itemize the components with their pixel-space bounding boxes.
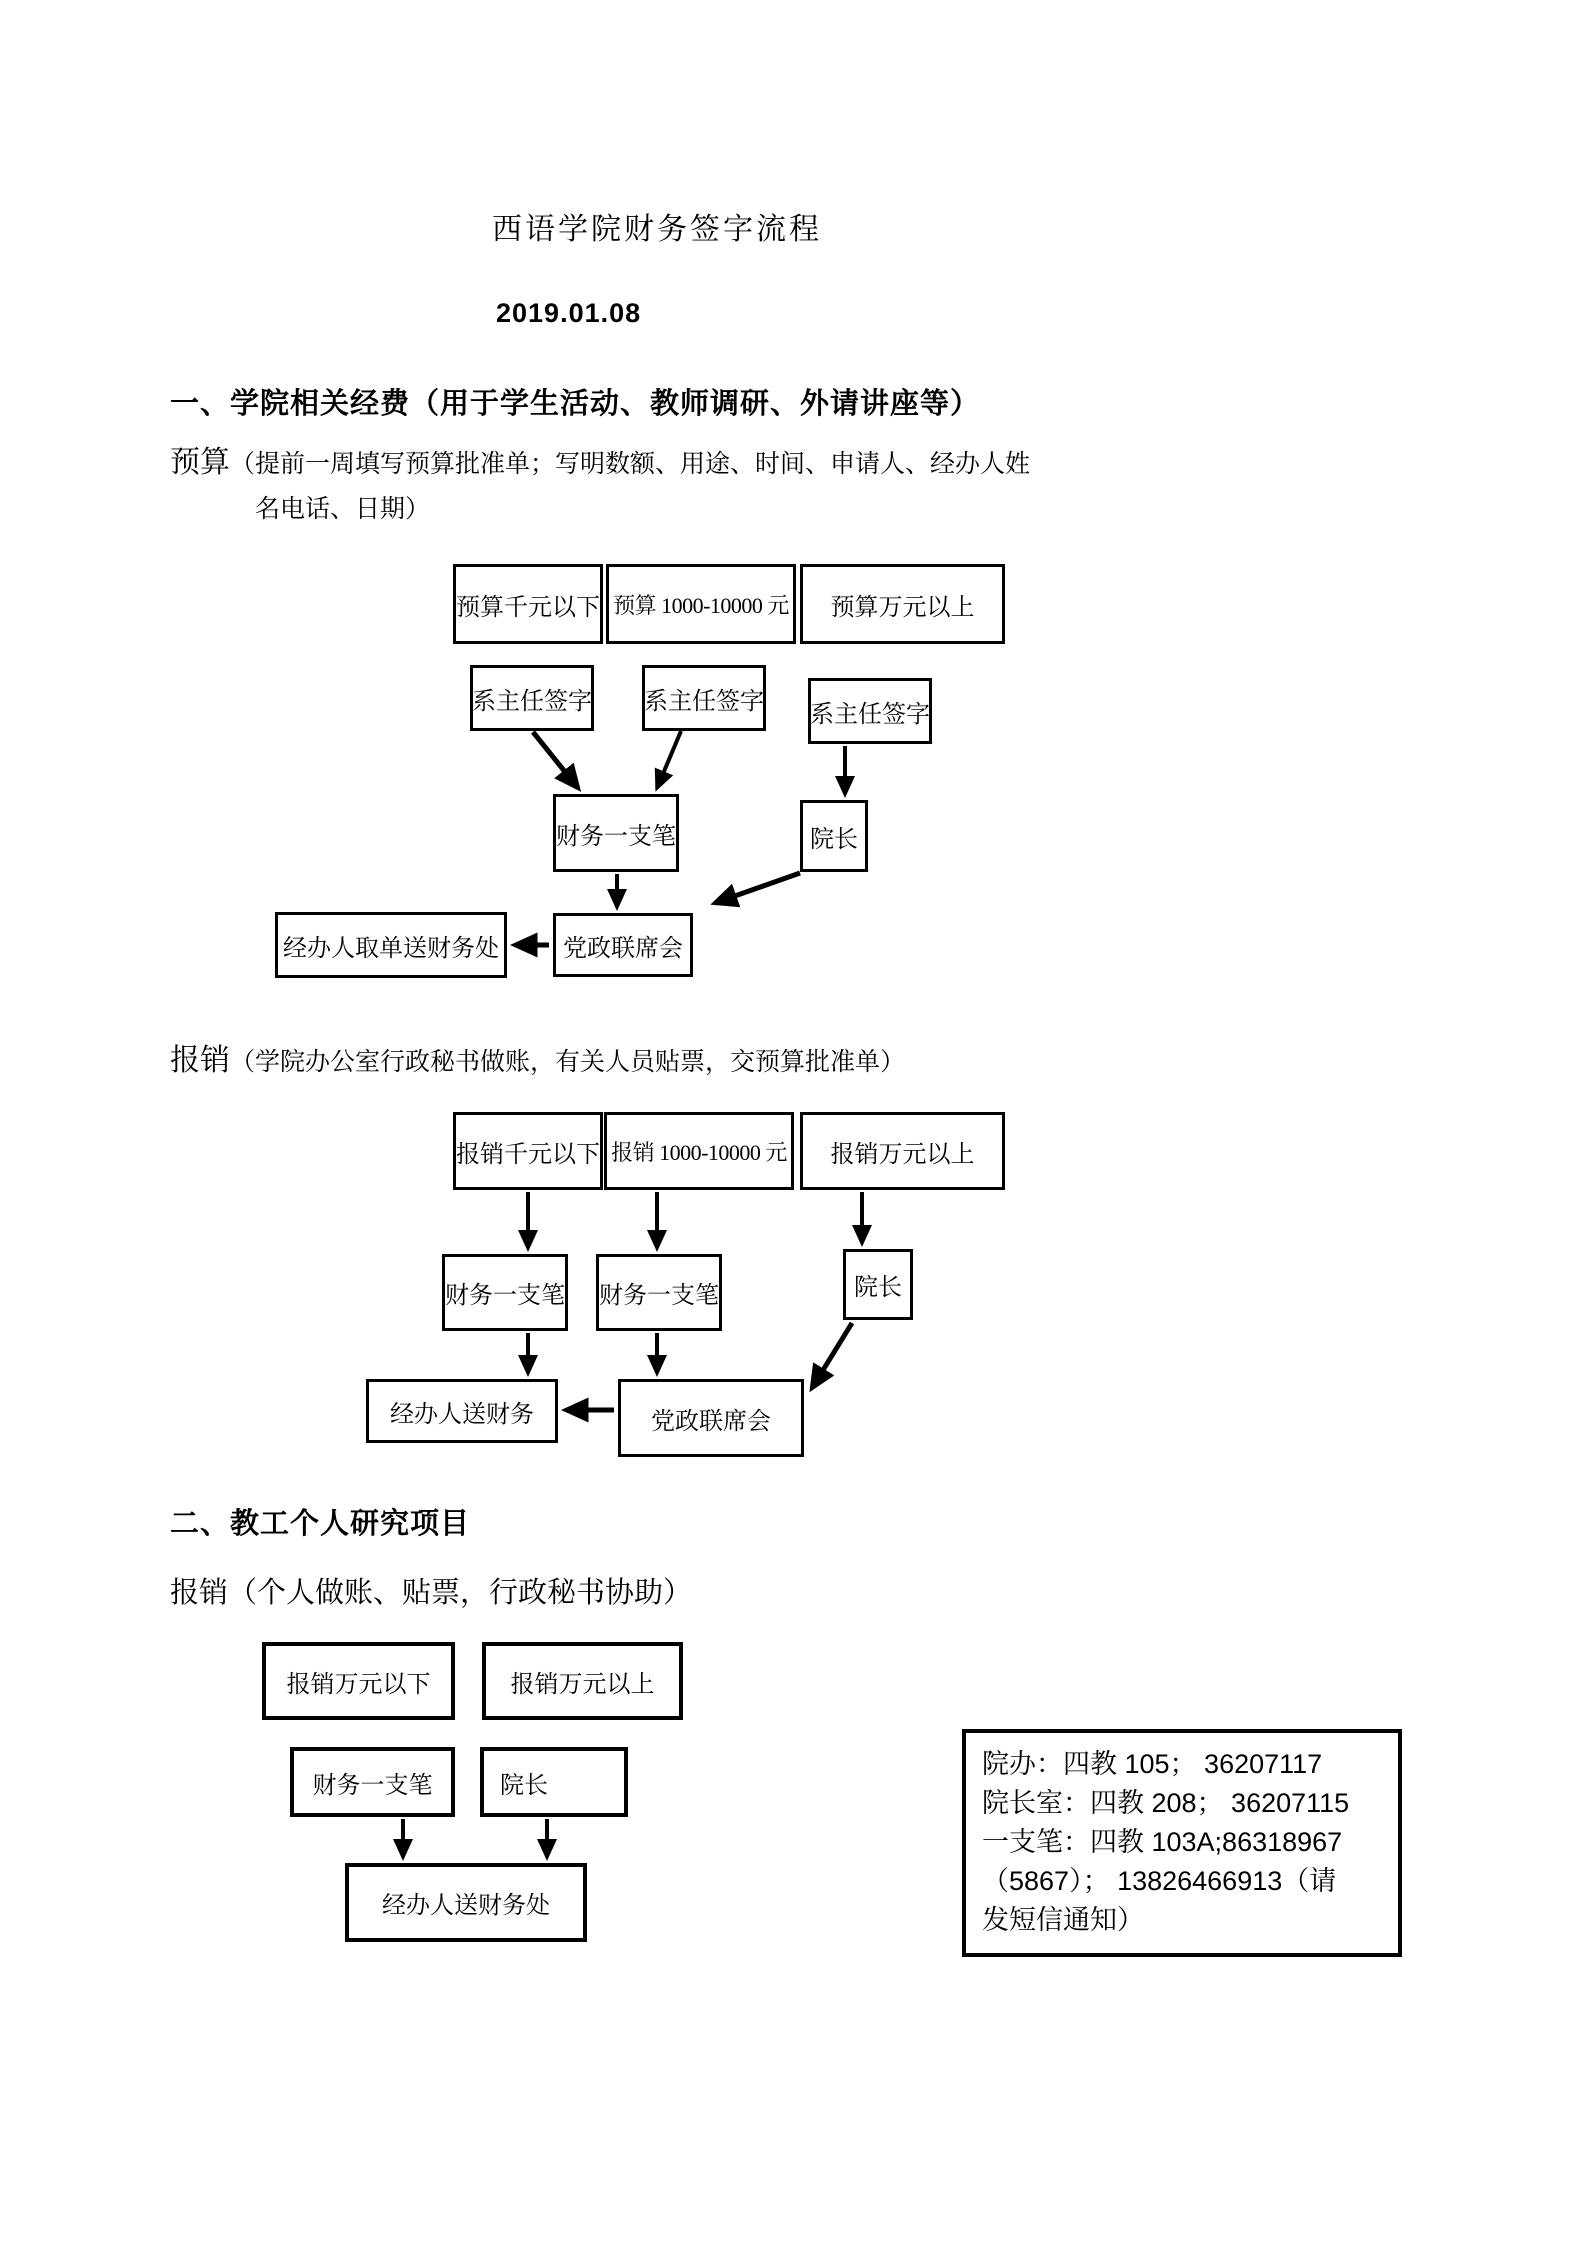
document-date: 2019.01.08 bbox=[496, 298, 642, 328]
flowchart-box-y1: 院长 bbox=[800, 800, 868, 872]
contact-info-box bbox=[962, 1729, 1402, 1957]
budget-note-line1 bbox=[170, 437, 1030, 481]
flowchart-box-j1: 经办人取单送财务处 bbox=[275, 912, 507, 978]
flowchart-arrow bbox=[657, 731, 681, 788]
flowchart-box-f2: 财务一支笔 bbox=[442, 1254, 568, 1331]
flowchart-box-j3: 经办人送财务处 bbox=[345, 1863, 587, 1942]
contact-line: 院长室：四教 208； 36207115 bbox=[982, 1788, 1350, 1818]
flowchart-box-b1: 预算千元以下 bbox=[453, 564, 603, 644]
reimburse-note-text: （学院办公室行政秘书做账，有关人员贴票，交预算批准单） bbox=[230, 1049, 906, 1076]
flowchart-box-d2: 党政联席会 bbox=[618, 1379, 804, 1457]
section2-reimburse-line: 报销（个人做账、贴票，行政秘书协助） bbox=[170, 1577, 693, 1609]
section2-heading: 二、教工个人研究项目 bbox=[170, 1508, 471, 1540]
flowchart-box-y3: 院长 bbox=[480, 1747, 628, 1817]
flowchart-box-m2: 报销万元以上 bbox=[482, 1642, 683, 1720]
flowchart-box-r3: 报销万元以上 bbox=[800, 1112, 1005, 1190]
flowchart-box-s3: 系主任签字 bbox=[808, 678, 932, 744]
flowchart-arrow bbox=[533, 732, 578, 788]
reimburse-label: 报销 bbox=[170, 1044, 230, 1077]
flowchart-box-f4: 财务一支笔 bbox=[290, 1747, 455, 1817]
contact-line: 一支笔：四教 103A;86318967 bbox=[982, 1827, 1343, 1857]
flowchart-box-r2: 报销 1000-10000 元 bbox=[604, 1112, 794, 1190]
reimburse-note-line bbox=[170, 1035, 905, 1079]
contact-line: 发短信通知） bbox=[982, 1905, 1144, 1935]
flowchart-box-y2: 院长 bbox=[843, 1249, 913, 1320]
flowchart-arrow bbox=[715, 873, 800, 903]
flowchart-box-r1: 报销千元以下 bbox=[453, 1112, 603, 1190]
flowchart-box-d1: 党政联席会 bbox=[553, 913, 693, 977]
flowchart-box-b3: 预算万元以上 bbox=[800, 564, 1005, 644]
flowchart-box-f3: 财务一支笔 bbox=[596, 1254, 722, 1331]
flowchart-box-b2: 预算 1000-10000 元 bbox=[606, 564, 796, 644]
flowchart-box-s1: 系主任签字 bbox=[470, 665, 594, 731]
budget-note-line2: 名电话、日期） bbox=[255, 496, 431, 523]
flowchart-box-f1: 财务一支笔 bbox=[553, 794, 679, 872]
flowchart-box-m1: 报销万元以下 bbox=[262, 1642, 455, 1720]
budget-label: 预算 bbox=[170, 446, 230, 479]
contact-line: （5867）； 13826466913（请 bbox=[982, 1866, 1337, 1896]
budget-note-text: （提前一周填写预算批准单；写明数额、用途、时间、申请人、经办人姓 bbox=[230, 451, 1031, 478]
flowchart-box-s2: 系主任签字 bbox=[642, 665, 766, 731]
section1-heading: 一、学院相关经费（用于学生活动、教师调研、外请讲座等） bbox=[170, 388, 981, 420]
flowchart-box-j2: 经办人送财务 bbox=[366, 1379, 558, 1443]
flowchart-arrow bbox=[812, 1323, 852, 1388]
contact-line: 院办：四教 105； 36207117 bbox=[982, 1749, 1323, 1779]
page-title: 西语学院财务签字流程 bbox=[492, 213, 822, 246]
